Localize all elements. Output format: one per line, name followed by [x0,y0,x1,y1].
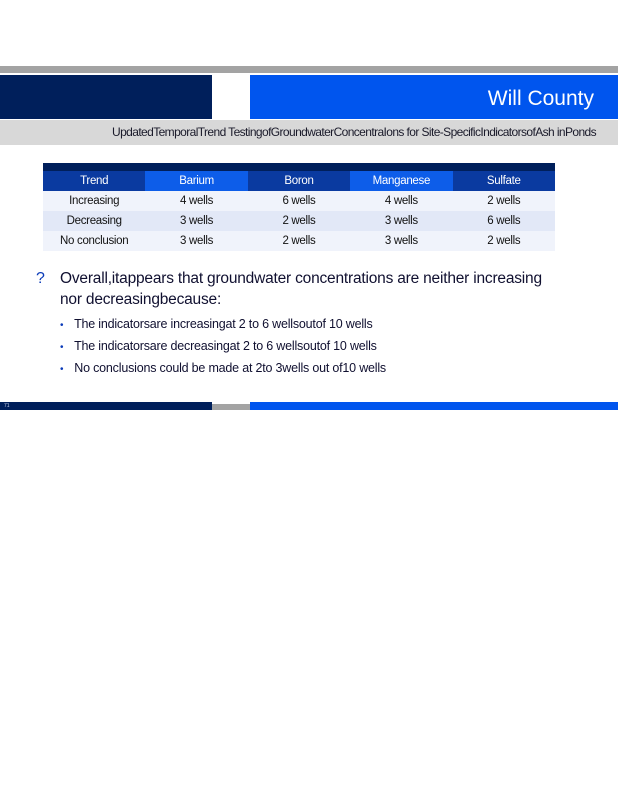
list-item [60,315,560,337]
table-header-row [43,171,555,191]
table-row [43,231,555,251]
table-cell: 2 wells [453,231,555,251]
bullet-dot-icon: • [60,342,64,353]
sub-bullet-text: No conclusions could be made at 2to 3wells out of10 wells [74,361,386,375]
footer-bar [0,402,618,410]
row-label: Decreasing [43,211,145,231]
table-cell: 3 wells [350,211,452,231]
table-cell: 4 wells [350,191,452,211]
subtitle-band [0,120,618,145]
column-header-barium: Barium [145,171,247,191]
header-navy-block [0,75,212,119]
column-header-sulfate: Sulfate [453,171,555,191]
sub-bullet-text: The indicatorsare increasingat 2 to 6 wellsoutof 10 wells [74,317,373,331]
sub-bullet-list [60,315,560,381]
list-item [60,337,560,359]
bullet-dot-icon: • [60,320,64,331]
bullet-dot-icon: • [60,364,64,375]
table-cell: 3 wells [145,231,247,251]
table-row [43,211,555,231]
trend-table [43,163,555,251]
table-cell: 2 wells [248,231,350,251]
page-number: 71 [4,403,10,409]
top-divider-bar [0,66,618,73]
column-header-boron: Boron [248,171,350,191]
table-top-rule [43,163,555,171]
table-cell: 2 wells [248,211,350,231]
header-band [0,73,618,120]
column-header-manganese: Manganese [350,171,452,191]
table-cell: 4 wells [145,191,247,211]
footer-gray-block [212,404,250,410]
table-cell: 6 wells [248,191,350,211]
main-bullet [36,268,556,310]
row-label: Increasing [43,191,145,211]
footer-blue-block [250,402,618,410]
table-row [43,191,555,211]
list-item [60,359,560,381]
sub-bullet-text: The indicatorsare decreasingat 2 to 6 wellsoutof 10 wells [74,339,377,353]
table-cell: 3 wells [350,231,452,251]
row-label: No conclusion [43,231,145,251]
slide-title: Will County [487,87,594,110]
slide-subtitle: UpdatedTemporalTrend TestingofGroundwaterConcentraIons for Site-SpecificIndicatorsofAsh inPonds [112,125,596,139]
bullet-marker-icon: ? [36,270,45,287]
table-cell: 3 wells [145,211,247,231]
table-cell: 6 wells [453,211,555,231]
header-blue-block [250,75,618,119]
column-header-trend: Trend [43,171,145,191]
main-bullet-text: Overall,itappears that groundwater concentrations are neither increasing nor decreasingbecause: [60,270,542,308]
table-cell: 2 wells [453,191,555,211]
footer-navy-block [0,402,212,410]
